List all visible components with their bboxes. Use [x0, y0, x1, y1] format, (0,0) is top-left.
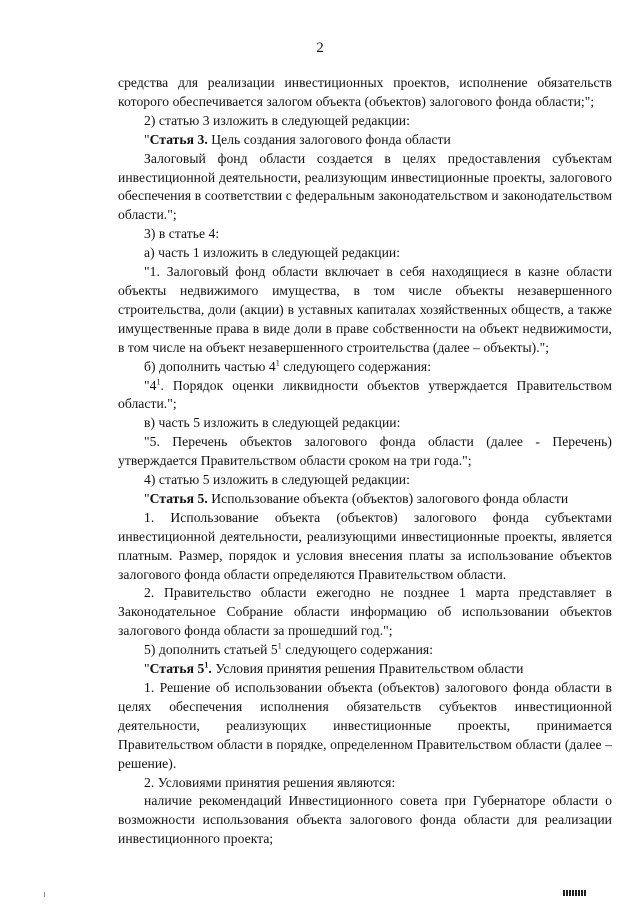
barcode-icon [563, 890, 587, 896]
document-body [118, 74, 612, 849]
paragraph: в) часть 5 изложить в следующей редакции: [144, 415, 401, 431]
paragraph: "1. Залоговый фонд области включает в себя находящиеся в казне области объекты недвижимого имущества, в том числе объекты незавершенного строительства, доли (акции) в уставных капиталах хозяйственных обществ, а также имущественные права в виде доли в праве собственности на объект недвижимости, в том числе на объект незавершенного строительства (далее – объекты)."; [118, 264, 612, 355]
paragraph: "5. Перечень объектов залогового фонда области (далее - Перечень) утверждается Правительством области сроком на три года."; [118, 434, 612, 469]
paragraph: наличие рекомендаций Инвестиционного совета при Губернаторе области о возможности использования объекта залогового фонда области для реализации инвестиционного проекта; [118, 793, 612, 847]
article-heading: "Статья $5^1$. Условия принятия решения Правительством области [144, 660, 524, 677]
paragraph: "$4^1$. Порядок оценки ликвидности объектов утверждается Правительством области."; [118, 376, 612, 412]
article-heading: "Статья 5. Использование объекта (объектов) залогового фонда области [144, 490, 569, 506]
paragraph: 1. Использование объекта (объектов) залогового фонда субъектами инвестиционной деятельности, реализующими инвестиционные проекты, является платным. Размер, порядок и условия внесения платы за использование объектов залогового фонда области определяются Правительством области. [118, 509, 612, 582]
paragraph: средства для реализации инвестиционных проектов, исполнение обязательств которого обеспечивается залогом объекта (объектов) залогового фонда области;"; [118, 75, 612, 109]
article-heading: "Статья 3. Цель создания залогового фонда области [144, 131, 451, 147]
paragraph: 5) дополнить статьей $5^1$ следующего содержания: [144, 641, 434, 658]
paragraph: 4) статью 5 изложить в следующей редакции: [144, 472, 410, 488]
paragraph: 2. Условиями принятия решения являются: [144, 774, 396, 790]
paragraph: Залоговый фонд области создается в целях предоставления субъектам инвестиционной деятельности, реализующим инвестиционные проекты, залогового обеспечения в соответствии с федеральным законодательством и законодательством области."; [118, 150, 612, 223]
paragraph: б) дополнить частью $4^1$ следующего содержания: [144, 358, 432, 374]
paragraph: 2. Правительство области ежегодно не позднее 1 марта представляет в Законодательное Собрание области информацию об использовании объектов залогового фонда области за прошедший год."; [118, 585, 612, 639]
page-number: 2 [316, 40, 324, 56]
paragraph: а) часть 1 изложить в следующей редакции: [144, 245, 401, 261]
paragraph: 1. Решение об использовании объекта (объектов) залогового фонда области в целях обеспечения исполнения обязательств субъектов инвестиционной деятельности, реализующих инвестиционные проекты, принимается Правительством области в порядке, определенном Правительством области (далее – решение). [118, 680, 612, 771]
paragraph: 3) в статье 4: [144, 226, 220, 242]
paragraph: 2) статью 3 изложить в следующей редакции: [144, 112, 410, 128]
scan-mark [44, 892, 45, 897]
